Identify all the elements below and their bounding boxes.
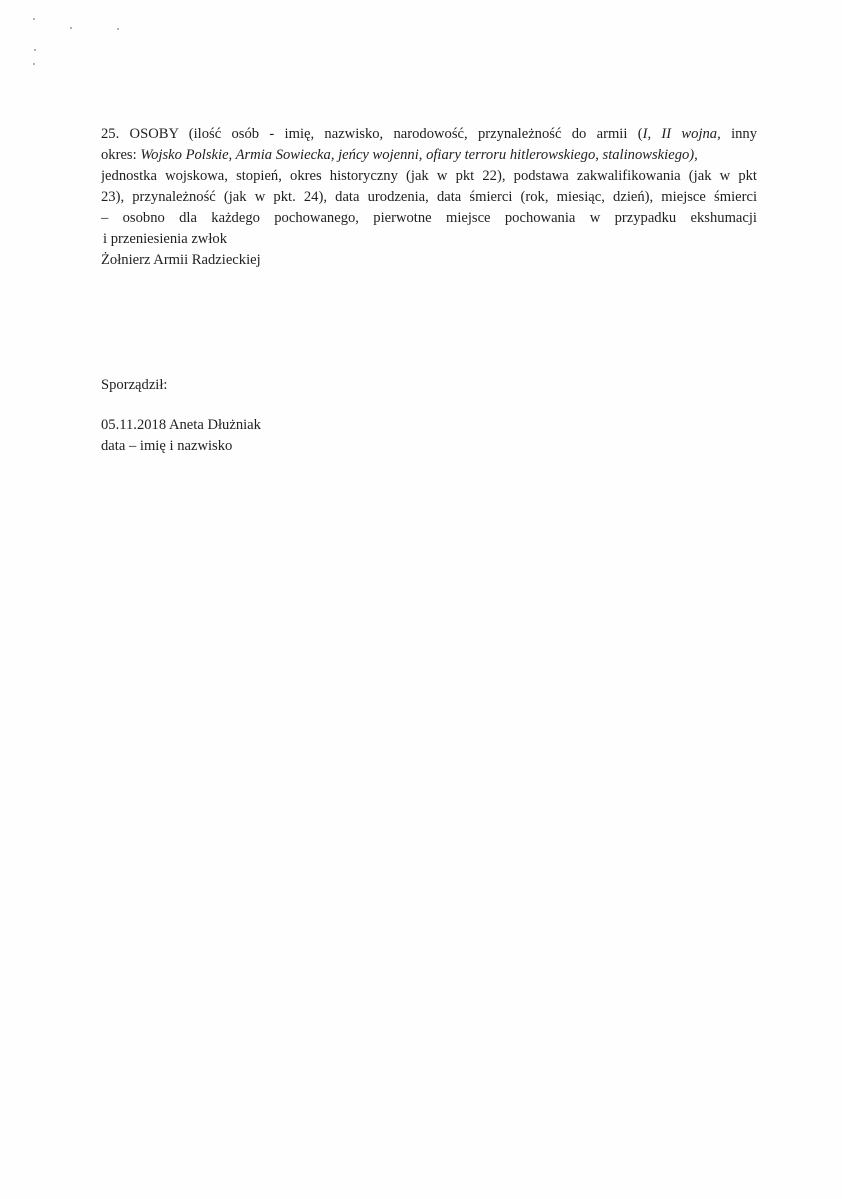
scan-speck <box>117 28 119 30</box>
signature-label: Sporządził: <box>101 377 168 393</box>
section-25-line-5: – osobno dla każdego pochowanego, pierwotne miejsce pochowania w przypadku ekshumacji <box>101 210 757 226</box>
scan-speck <box>33 18 35 20</box>
signature-caption: data – imię i nazwisko <box>101 438 233 454</box>
section-25 <box>101 124 757 271</box>
signature-value: 05.11.2018 Aneta Dłużniak <box>101 417 261 433</box>
scan-speck <box>70 27 72 29</box>
signature-block <box>101 375 261 457</box>
section-25-line-1-italic: I, II wojna, <box>642 126 721 142</box>
section-25-line-2-italic: Wojsko Polskie, Armia Sowiecka, jeńcy wojenni, ofiary terroru hitlerowskiego, stalinowskiego), <box>140 147 698 163</box>
section-25-line-1-end: inny <box>720 126 757 142</box>
section-25-line-2 <box>101 145 757 166</box>
section-25-line-3: jednostka wojskowa, stopień, okres historyczny (jak w pkt 22), podstawa zakwalifikowania (jak w pkt <box>101 168 757 184</box>
scan-speck <box>33 63 35 65</box>
section-25-line-1 <box>101 124 757 145</box>
section-25-line-4: 23), przynależność (jak w pkt. 24), data urodzenia, data śmierci (rok, miesiąc, dzień), miejsce śmierci <box>101 189 757 205</box>
scan-speck <box>34 49 36 51</box>
section-25-line-6: i przeniesienia zwłok <box>103 231 227 247</box>
section-25-answer: Żołnierz Armii Radzieckiej <box>101 252 261 268</box>
section-25-line-2-text: okres: <box>101 147 141 163</box>
section-25-description <box>101 124 757 250</box>
section-25-line-1-text: 25. OSOBY (ilość osób - imię, nazwisko, narodowość, przynależność do armii ( <box>101 126 643 142</box>
